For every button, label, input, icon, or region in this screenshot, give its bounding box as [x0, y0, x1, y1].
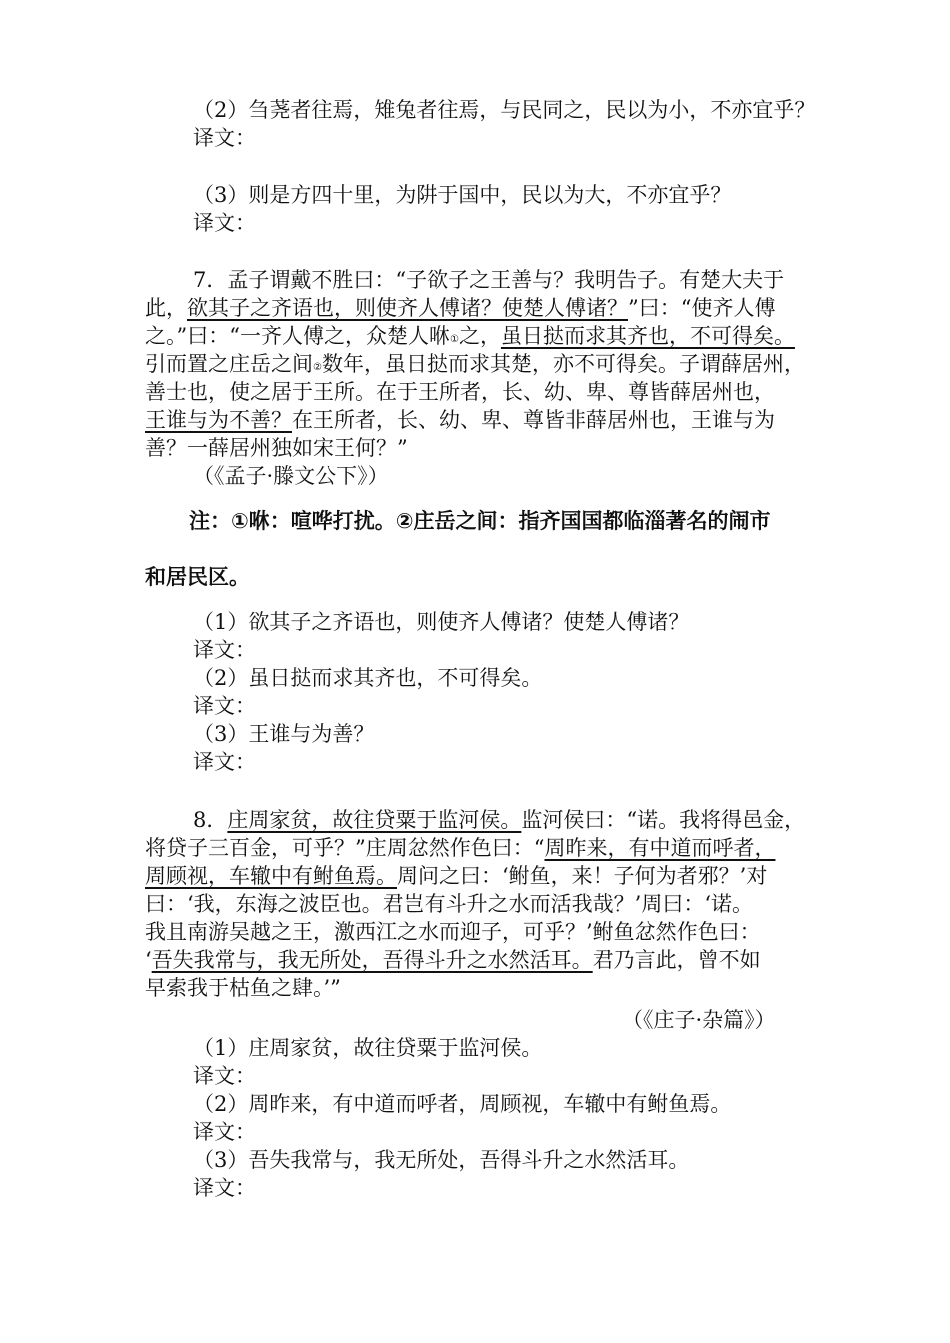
q8-underlined-phrase: 吾失我常与，我无所处，吾得斗升之水然活耳。 — [151, 948, 593, 972]
q8-underlined-phrase: 庄周家贫，故往贷粟于监河侯。 — [227, 808, 522, 832]
q8-line: 周顾视，车辙中有鲋鱼焉。周问之曰：‘鲋鱼，来！子何为者邪？’对 — [145, 864, 768, 888]
q8-line: 早索我于枯鱼之肆。’” — [145, 976, 341, 1000]
q7-line: 此，欲其子之齐语也，则使齐人傅诸？使楚人傅诸？”曰：“使齐人傅 — [145, 296, 776, 320]
q8-line: ‘吾失我常与，我无所处，吾得斗升之水然活耳。君乃言此，曾不如 — [145, 948, 761, 972]
q7-line: 引而置之庄岳之间②数年，虽日挞而求其楚，亦不可得矣。子谓薛居州， — [145, 352, 805, 376]
footnote-marker-2: ② — [313, 362, 322, 373]
q7-sentence-3: （3）王谁与为善？ — [193, 722, 375, 746]
q8-line: 8．庄周家贫，故往贷粟于监河侯。监河侯曰：“诺。我将得邑金， — [193, 808, 806, 832]
q7-sentence-2: （2）虽日挞而求其齐也，不可得矣。 — [193, 666, 543, 690]
q8-underlined-phrase: 周昨来，有中道而呼者， — [544, 836, 776, 860]
q6-sentence-3: （3）则是方四十里，为阱于国中，民以为大，不亦宜乎？ — [193, 183, 732, 207]
q7-translation-label-2: 译文： — [193, 694, 256, 718]
q8-underlined-phrase: 周顾视，车辙中有鲋鱼焉。 — [145, 864, 397, 888]
q6-translation-label-2: 译文： — [193, 126, 256, 150]
footnote-text-continued: 和居民区。 — [145, 565, 250, 589]
q8-line: 曰：‘我，东海之波臣也。君岂有斗升之水而活我哉？’周曰：‘诺。 — [145, 892, 754, 916]
q8-sentence-1: （1）庄周家贫，故往贷粟于监河侯。 — [193, 1036, 543, 1060]
q6-translation-label-3: 译文： — [193, 211, 256, 235]
q7-line: 7．孟子谓戴不胜曰：“子欲子之王善与？我明告子。有楚大夫于 — [193, 268, 785, 292]
q8-sentence-2: （2）周昨来，有中道而呼者，周顾视，车辙中有鲋鱼焉。 — [193, 1092, 732, 1116]
footnote-text: 注：①咻：喧哗打扰。②庄岳之间：指齐国国都临淄著名的闹市 — [189, 509, 771, 533]
q8-translation-label-3: 译文： — [193, 1176, 256, 1200]
q8-translation-label-2: 译文： — [193, 1120, 256, 1144]
q6-sentence-2: （2）刍荛者往焉，雉兔者往焉，与民同之，民以为小，不亦宜乎？ — [193, 98, 816, 122]
q7-line: 善？一薛居州独如宋王何？” — [145, 436, 408, 460]
q8-line: 我且南游吴越之王，激西江之水而迎子，可乎？’鲋鱼忿然作色曰： — [145, 920, 761, 944]
q7-line: 善士也，使之居于王所。在于王所者，长、幼、卑、尊皆薛居州也， — [145, 380, 775, 404]
q8-source: （《庄子·杂篇》） — [622, 1008, 776, 1032]
q7-underlined-phrase: 王谁与为不善？ — [145, 408, 292, 432]
q7-underlined-phrase: 虽日挞而求其齐也，不可得矣。 — [500, 324, 795, 348]
q7-sentence-1: （1）欲其子之齐语也，则使齐人傅诸？使楚人傅诸？ — [193, 610, 690, 634]
q8-translation-label-1: 译文： — [193, 1064, 256, 1088]
q8-sentence-3: （3）吾失我常与，我无所处，吾得斗升之水然活耳。 — [193, 1148, 690, 1172]
q7-translation-label-1: 译文： — [193, 638, 256, 662]
q7-line: 之。”曰：“一齐人傅之，众楚人咻①之，虽日挞而求其齐也，不可得矣。 — [145, 324, 795, 348]
q8-line: 将贷子三百金，可乎？”庄周忿然作色曰：“周昨来，有中道而呼者， — [145, 836, 776, 860]
q7-underlined-phrase: 欲其子之齐语也，则使齐人傅诸？使楚人傅诸？ — [187, 296, 628, 320]
q7-translation-label-3: 译文： — [193, 750, 256, 774]
footnote-marker-1: ① — [449, 334, 459, 345]
q7-source: （《孟子·滕文公下》） — [193, 464, 389, 488]
q7-line: 王谁与为不善？在王所者，长、幼、卑、尊皆非薛居州也，王谁与为 — [145, 408, 775, 432]
